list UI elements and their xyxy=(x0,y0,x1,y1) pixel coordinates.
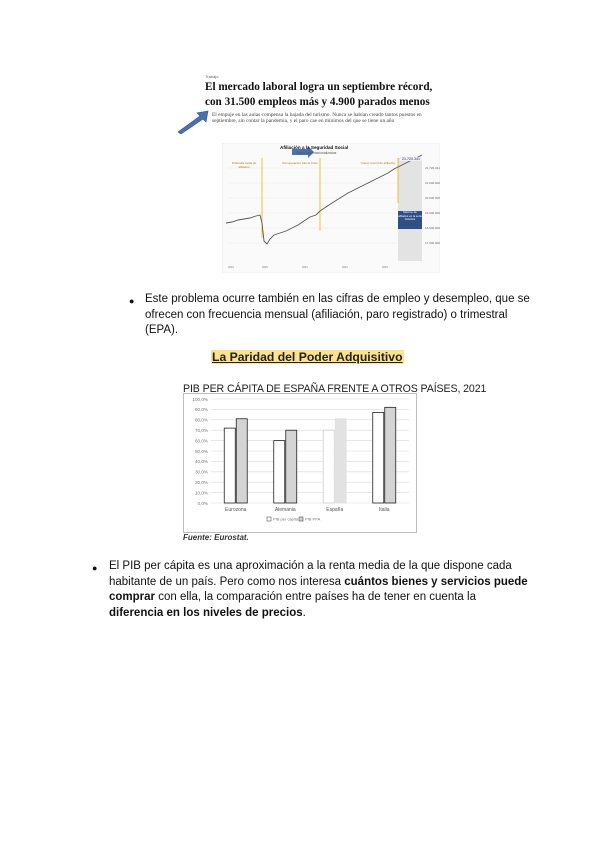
legend-swatch xyxy=(299,517,303,521)
paragraph-2-bold-1: cuántos bienes y servicios puede comprar xyxy=(109,575,528,603)
news-clipping xyxy=(205,74,443,140)
y-tick-label: 100,0% xyxy=(192,396,208,402)
clipping-headline-2: con 31.500 empleos más y 4.900 parados menos xyxy=(205,95,430,108)
paragraph-2-text-1: El PIB per cápita es una aproximación a la renta media de la que dispone cada habitante de un país. Pero como nos interesa xyxy=(109,560,512,588)
paragraph-2 xyxy=(109,559,529,621)
bar-italia-0 xyxy=(373,413,384,503)
section-title: La Paridad del Poder Adquisitivo xyxy=(212,350,403,364)
svg-text:21.720.341: 21.720.341 xyxy=(425,166,440,170)
svg-text:2022: 2022 xyxy=(342,266,348,269)
svg-text:20.000.000: 20.000.000 xyxy=(425,196,440,200)
y-tick-label: 80,0% xyxy=(194,417,208,423)
svg-text:2019: 2019 xyxy=(228,266,234,269)
y-tick-label: 70,0% xyxy=(194,428,208,433)
chart-source: Fuente: Eurostat. xyxy=(183,533,249,542)
ss-note-mid: Recuperación tras la crisis xyxy=(282,161,318,165)
paragraph-2-bold-2: diferencia en los niveles de precios xyxy=(109,606,303,619)
ss-box-note: Máximo de afiliados en la serie histórica xyxy=(398,210,422,222)
clipping-lead: El empuje en las aulas compensa la bajada del turismo. Nunca se habían creado tantos puestos en septiembre, sin contar la pandemia, y el paro cae en mínimos del que se tiene un año xyxy=(212,112,422,125)
y-tick-label: 40,0% xyxy=(194,459,208,465)
bar-eurozona-0 xyxy=(224,428,235,503)
x-tick-label: Eurozona xyxy=(225,507,247,513)
y-tick-label: 20,0% xyxy=(194,480,208,485)
svg-text:21.000.000: 21.000.000 xyxy=(425,181,440,185)
svg-text:2023: 2023 xyxy=(382,266,388,269)
x-tick-label: España xyxy=(326,507,344,513)
ss-note-right: Nuevo récord de afiliación xyxy=(360,161,396,165)
paragraph-2-text-3: . xyxy=(302,606,306,619)
svg-text:19.000.000: 19.000.000 xyxy=(425,211,440,215)
y-tick-label: 10,0% xyxy=(194,490,208,496)
bar-italia-1 xyxy=(385,407,396,503)
legend-swatch xyxy=(267,517,271,521)
clipping-kicker: Trabajo xyxy=(205,74,219,79)
bar-españa-1 xyxy=(335,419,346,503)
bar-chart xyxy=(183,393,415,531)
bar-españa-0 xyxy=(323,430,334,503)
bar-chart-title: PIB PER CÁPITA DE ESPAÑA FRENTE A OTROS PAÍSES, 2021 xyxy=(183,383,487,395)
bullet-2: ● xyxy=(92,563,98,573)
clipping-headline-1: El mercado laboral logra un septiembre récord, xyxy=(205,81,433,93)
y-tick-label: 60,0% xyxy=(194,438,208,444)
svg-text:2021: 2021 xyxy=(302,266,308,269)
bar-alemania-1 xyxy=(286,430,297,503)
ss-chart-title: Afiliación a la Seguridad Social xyxy=(280,145,349,150)
bar-eurozona-1 xyxy=(236,419,247,503)
ss-chart-subtitle: Datos desestacionalizados xyxy=(296,151,337,155)
bar-alemania-0 xyxy=(274,441,285,503)
legend-label: PIB PPA xyxy=(305,516,321,522)
svg-text:2020: 2020 xyxy=(262,266,268,269)
legend-label: PIB per cápita xyxy=(273,516,299,522)
bullet-1: ● xyxy=(129,296,135,306)
x-tick-label: Alemania xyxy=(274,507,296,513)
ss-note-left: Profunda caída de afiliados xyxy=(231,161,257,169)
x-tick-label: Italia xyxy=(378,507,390,513)
pointer-arrow-icon xyxy=(176,110,210,134)
svg-text:18.000.000: 18.000.000 xyxy=(425,226,440,230)
ss-chart-total: 21.720.341 xyxy=(402,157,420,161)
y-tick-label: 0,0% xyxy=(197,500,208,506)
y-tick-label: 30,0% xyxy=(194,469,208,475)
paragraph-1: Este problema ocurre también en las cifras de empleo y desempleo, que se ofrecen con frecuencia mensual (afiliación, paro registrado) o trimestral (EPA). xyxy=(145,293,530,336)
y-tick-label: 50,0% xyxy=(194,448,208,454)
y-tick-label: 90,0% xyxy=(194,407,208,413)
svg-text:17.000.000: 17.000.000 xyxy=(425,241,440,245)
paragraph-2-text-2: con ella, la comparación entre países ha de tener en cuenta la xyxy=(155,591,476,603)
